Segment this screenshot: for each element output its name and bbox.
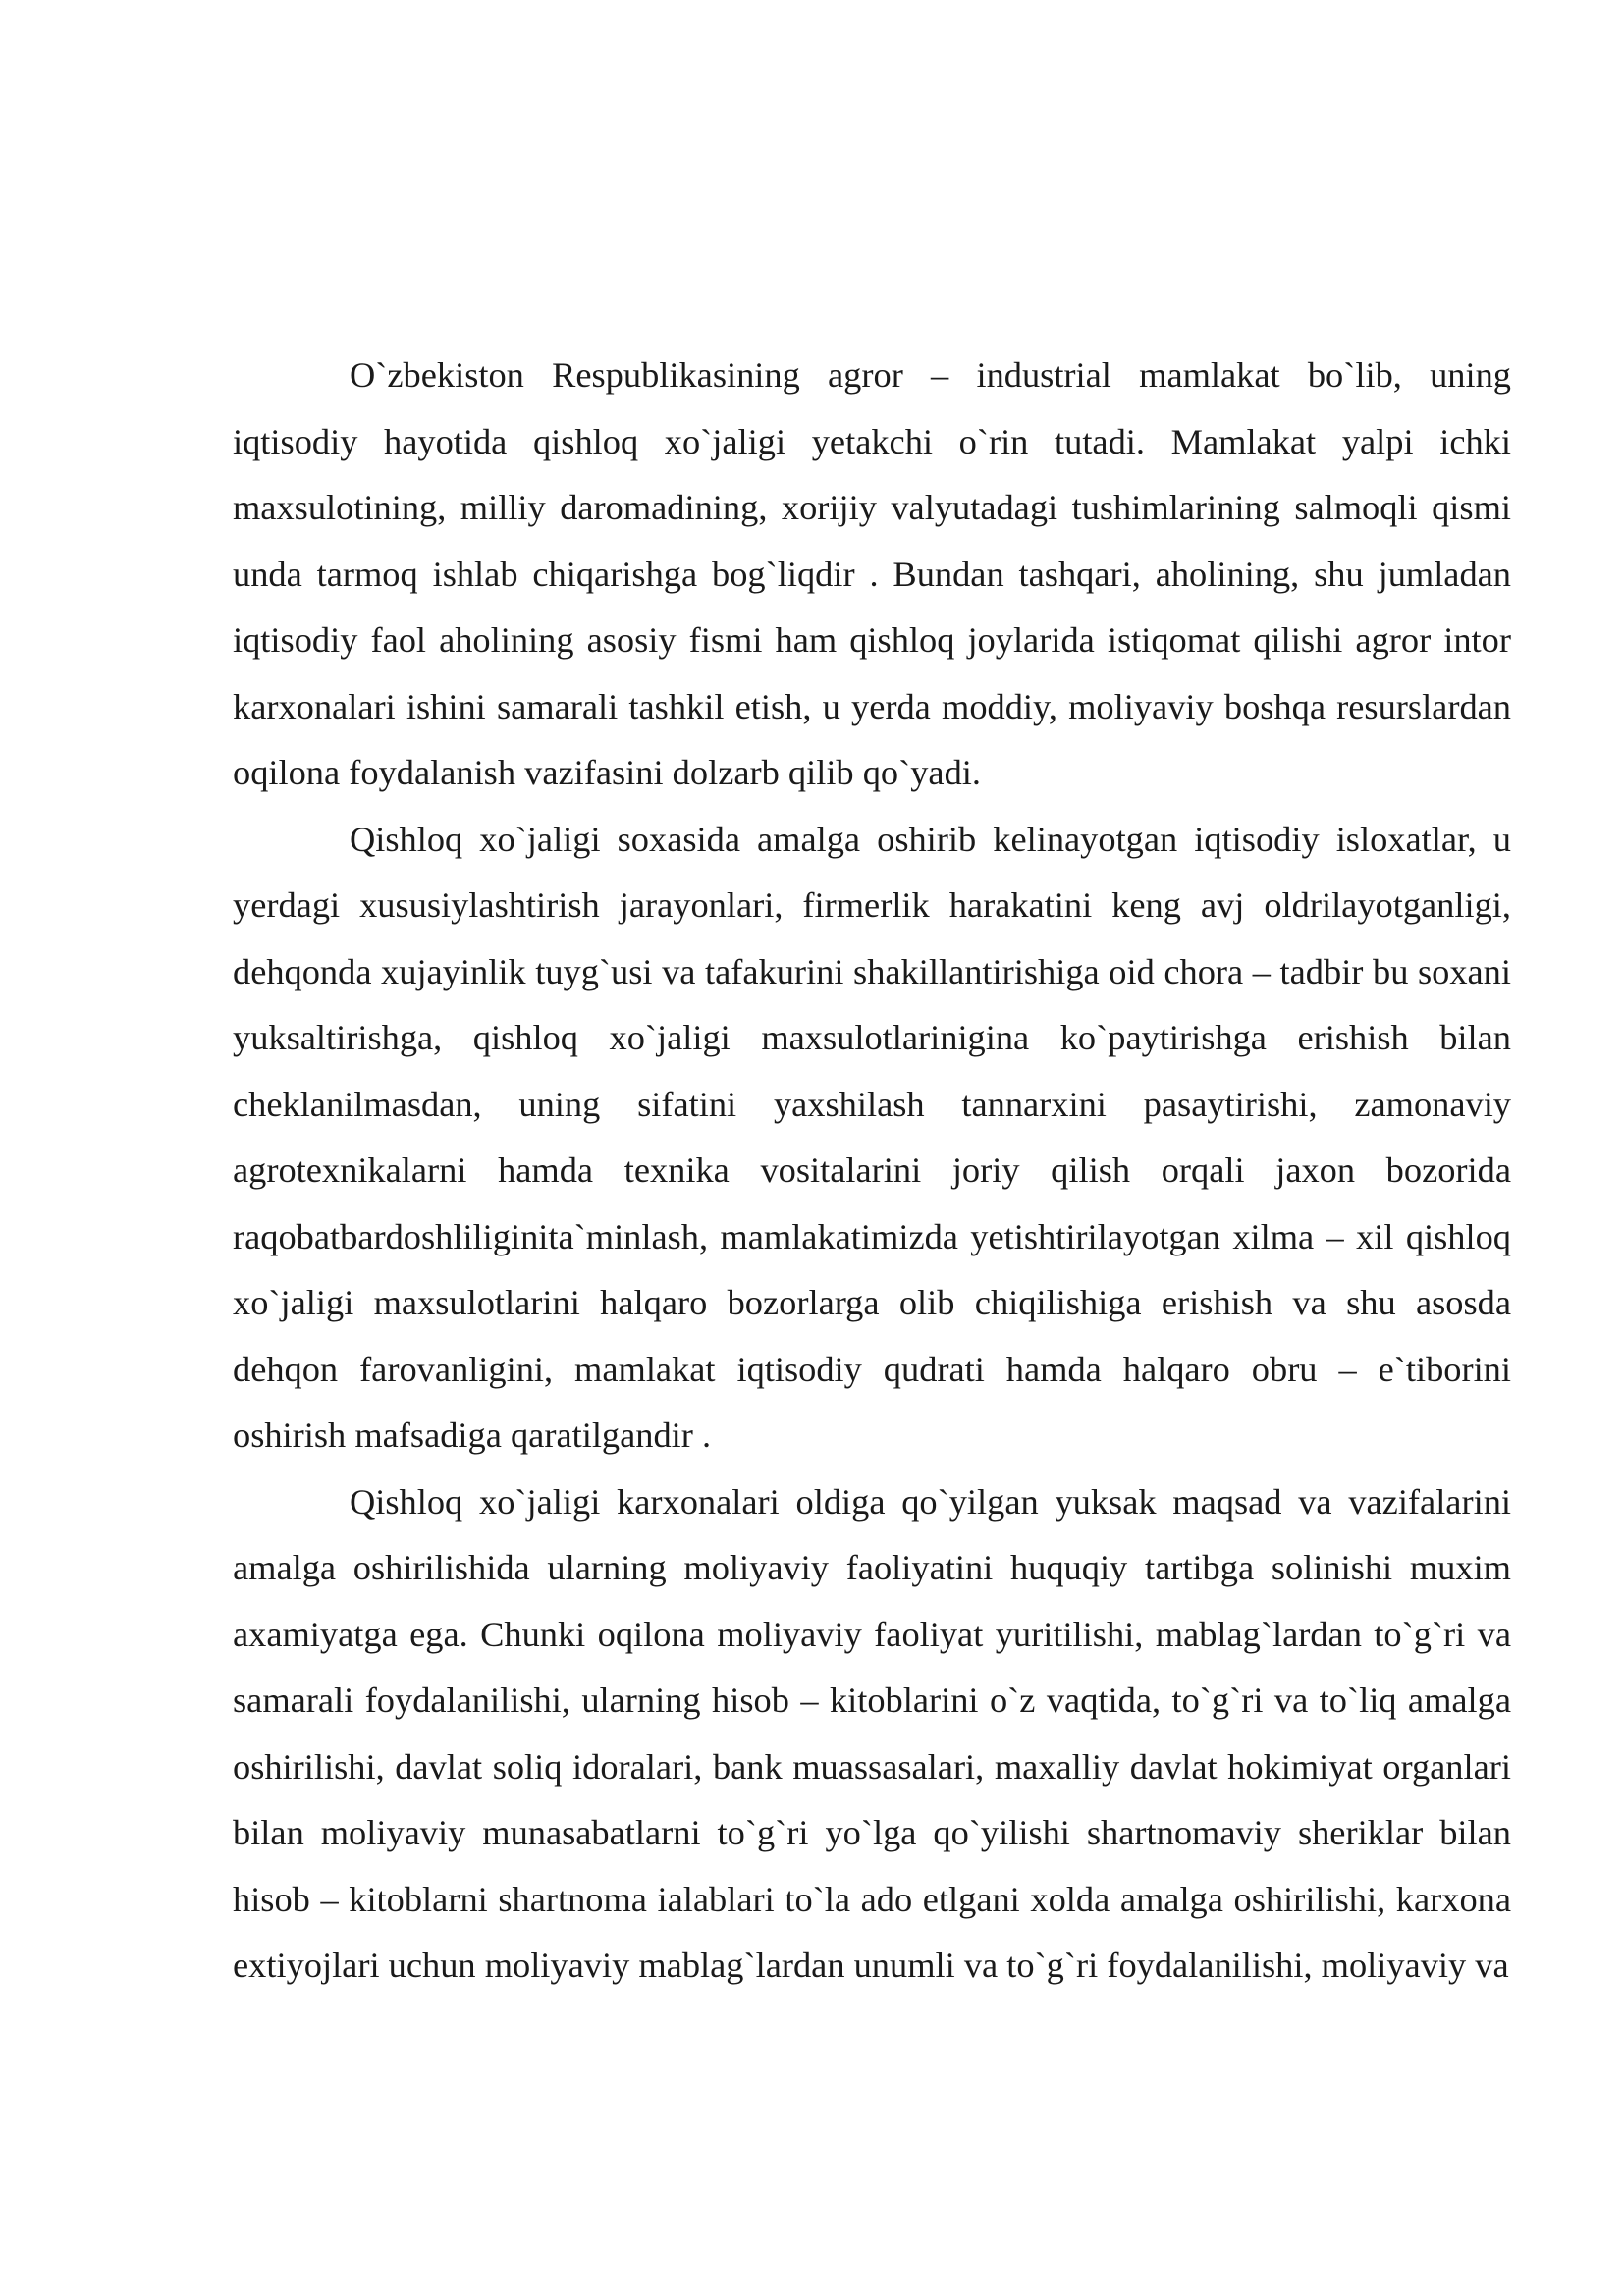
paragraph-1: O`zbekiston Respublikasining agror – industrial mamlakat bo`lib, uning iqtisodiy hayotida qishloq xo`jaligi yetakchi o`rin tutadi. Mamlakat yalpi ichki maxsulotining, milliy daromadining, xorijiy valyutadagi tushimlarining salmoqli qismi unda tarmoq ishlab chiqarishga bog`liqdir . Bundan tashqari, aholining, shu jumladan iqtisodiy faol aholining asosiy fismi ham qishloq joylarida istiqomat qilishi agror intor karxonalari ishini samarali tashkil etish, u yerda moddiy, moliyaviy boshqa resurslardan oqilona foydalanish vazifasini dolzarb qilib qo`yadi. xyxy=(233,355,1511,792)
paragraph-3: Qishloq xo`jaligi karxonalari oldiga qo`yilgan yuksak maqsad va vazifalarini amalga oshirilishida ularning moliyaviy faoliyatini huquqiy tartibga solinishi muxim axamiyatga ega. Chunki oqilona moliyaviy faoliyat yuritilishi, mablag`lardan to`g`ri va samarali foydalanilishi, ularning hisob – kitoblarini o`z vaqtida, to`g`ri va to`liq amalga oshirilishi, davlat soliq idoralari, bank muassasalari, maxalliy davlat hokimiyat organlari bilan moliyaviy munasabatlarni to`g`ri yo`lga qo`yilishi shartnomaviy sheriklar bilan hisob – kitoblarni shartnoma ialablari to`la ado etlgani xolda amalga oshirilishi, karxona extiyojlari uchun moliyaviy mablag`lardan unumli va to`g`ri foydalanilishi, moliyaviy va xyxy=(233,1481,1511,1985)
paragraph-2: Qishloq xo`jaligi soxasida amalga oshirib kelinayotgan iqtisodiy isloxatlar, u yerdagi xususiylashtirish jarayonlari, firmerlik harakatini keng avj oldrilayotganligi, dehqonda xujayinlik tuyg`usi va tafakurini shakillantirishiga oid chora – tadbir bu soxani yuksaltirishga, qishloq xo`jaligi maxsulotlarinigina ko`paytirishga erishish bilan cheklanilmasdan, uning sifatini yaxshilash tannarxini pasaytirishi, zamonaviy agrotexnikalarni hamda texnika vositalarini joriy qilish orqali jaxon bozorida raqobatbardoshliliginita`minlash, mamlakatimizda yetishtirilayotgan xilma – xil qishloq xo`jaligi maxsulotlarini halqaro bozorlarga olib chiqilishiga erishish va shu asosda dehqon farovanligini, mamlakat iqtisodiy qudrati hamda halqaro obru – e`tiborini oshirish mafsadiga qaratilgandir . xyxy=(233,819,1511,1455)
document-body xyxy=(233,343,1511,2000)
